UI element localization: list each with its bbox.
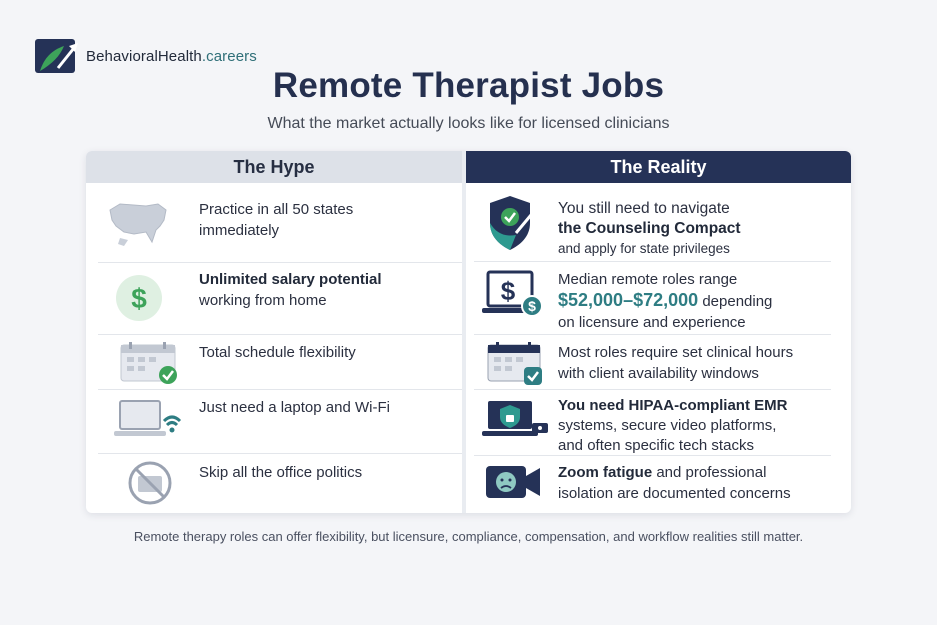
reality-text-2: Median remote roles range $52,000–$72,000 depending on licensure and experience (558, 271, 773, 331)
shield-check-icon (486, 193, 542, 253)
reality-column (466, 151, 851, 513)
dollar-coin-icon (114, 273, 164, 323)
page-subtitle: What the market actually looks like for licensed clinicians (267, 115, 670, 132)
video-sad-icon (484, 462, 544, 502)
calendar-check-dark-icon (486, 341, 548, 387)
svg-text:$: $ (131, 283, 147, 314)
hype-header: The Hype (86, 151, 462, 183)
comparison-table (86, 151, 851, 513)
svg-text:$: $ (500, 276, 516, 306)
hype-text-4: Just need a laptop and Wi-Fi (199, 399, 390, 416)
no-office-icon (122, 460, 178, 506)
us-map-icon (106, 196, 172, 252)
reality-header: The Reality (466, 151, 851, 183)
footer-note: Remote therapy roles can offer flexibility, but licensure, compliance, compensation, and workflow realities still matter. (133, 529, 804, 544)
reality-text-3: Most roles require set clinical hours with client availability windows (558, 344, 794, 382)
hype-text-1: Practice in all 50 states immediately (199, 201, 354, 239)
reality-text-4: You need HIPAA-compliant EMR systems, secure video platforms, and often specific tech stacks (558, 397, 788, 454)
reality-text-1: You still need to navigate the Counseling Compact and apply for state privileges (558, 200, 741, 256)
hype-text-5: Skip all the office politics (199, 464, 363, 481)
laptop-wifi-icon (114, 397, 184, 443)
reality-text-5: Zoom fatigue and professional isolation are documented concerns (558, 464, 791, 502)
calendar-check-icon (119, 341, 181, 385)
brand-name: BehavioralHealth.careers (86, 47, 257, 65)
hype-text-3: Total schedule flexibility (199, 344, 356, 361)
hype-column (86, 151, 462, 513)
page-title: Remote Therapist Jobs (272, 66, 665, 105)
laptop-lock-icon (482, 397, 552, 443)
svg-text:$: $ (528, 298, 536, 314)
salary-range: $52,000–$72,000 (558, 290, 699, 310)
hype-text-2: Unlimited salary potential working from home (199, 271, 382, 309)
laptop-dollar-icon (482, 268, 548, 324)
